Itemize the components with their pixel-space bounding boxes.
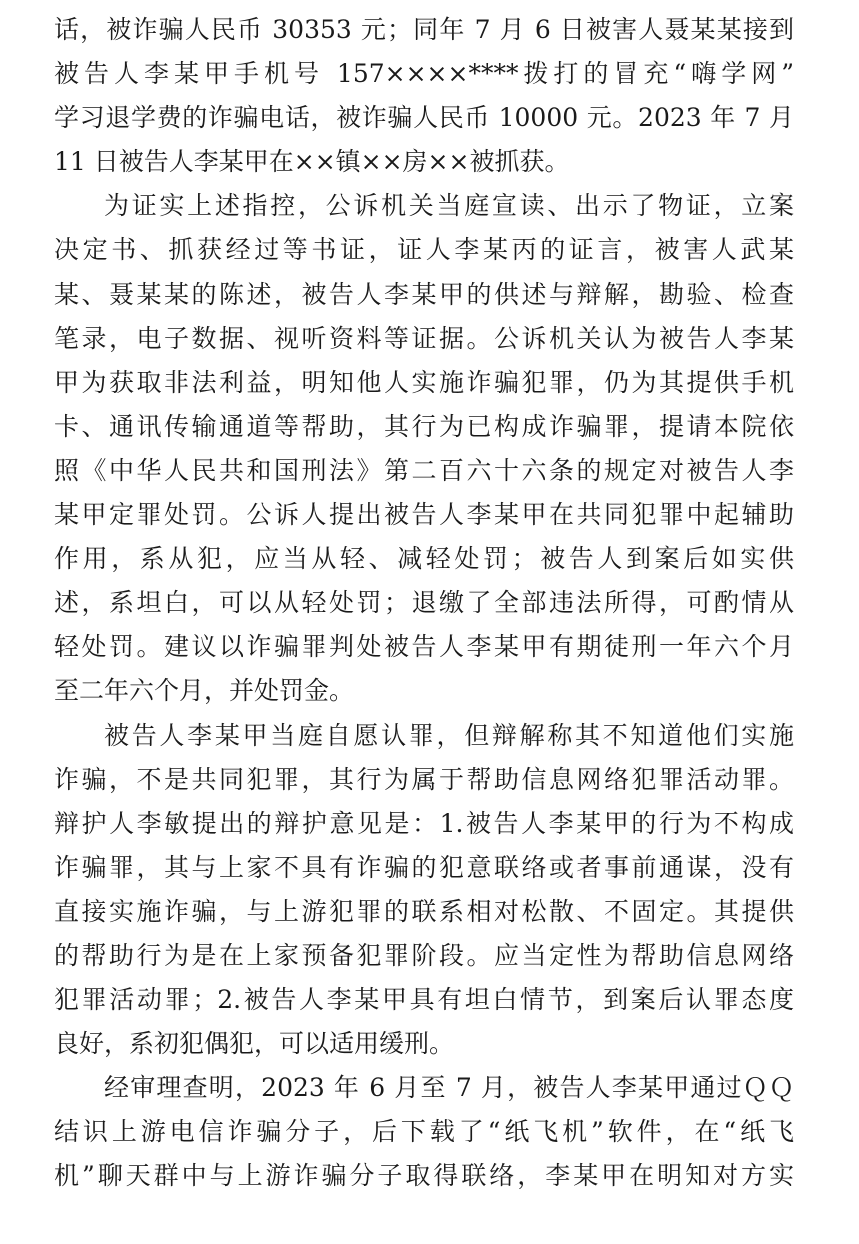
text-line: 某甲定罪处罚。公诉人提出被告人李某甲在共同犯罪中起辅助 bbox=[54, 500, 794, 530]
text-line: 至二年六个月，并处罚金。 bbox=[54, 676, 355, 706]
text-line: 学习退学费的诈骗电话，被诈骗人民币 10000 元。2023 年 7 月 bbox=[54, 103, 794, 133]
text-line: 11 日被告人李某甲在××镇××房××被抓获。 bbox=[54, 147, 570, 177]
text-line: 某、聂某某的陈述，被告人李某甲的供述与辩解，勘验、检查 bbox=[54, 279, 794, 309]
text-line: 卡、通讯传输通道等帮助，其行为已构成诈骗罪，提请本院依 bbox=[54, 411, 794, 441]
text-line: 结识上游电信诈骗分子，后下载了“纸飞机”软件，在“纸飞 bbox=[54, 1117, 794, 1147]
text-line: 决定书、抓获经过等书证，证人李某丙的证言，被害人武某 bbox=[54, 235, 794, 265]
paragraph-first-line: 被告人李某甲当庭自愿认罪，但辩解称其不知道他们实施 bbox=[104, 720, 794, 750]
document-body bbox=[54, 8, 794, 1199]
text-line: 轻处罚。建议以诈骗罪判处被告人李某甲有期徒刑一年六个月 bbox=[54, 632, 794, 662]
text-line: 辩护人李敏提出的辩护意见是：1.被告人李某甲的行为不构成 bbox=[54, 808, 794, 838]
text-line: 良好，系初犯偶犯，可以适用缓刑。 bbox=[54, 1029, 455, 1059]
paragraph-first-line: 为证实上述指控，公诉机关当庭宣读、出示了物证，立案 bbox=[104, 191, 794, 221]
text-line: 话，被诈骗人民币 30353 元；同年 7 月 6 日被害人聂某某接到 bbox=[54, 15, 794, 44]
text-line: 诈骗，不是共同犯罪，其行为属于帮助信息网络犯罪活动罪。 bbox=[54, 764, 794, 794]
text-line: 笔录，电子数据、视听资料等证据。公诉机关认为被告人李某 bbox=[54, 323, 794, 353]
text-line: 作用，系从犯，应当从轻、减轻处罚；被告人到案后如实供 bbox=[54, 544, 794, 574]
text-line: 机”聊天群中与上游诈骗分子取得联络，李某甲在明知对方实 bbox=[54, 1161, 794, 1191]
text-line: 犯罪活动罪；2.被告人李某甲具有坦白情节，到案后认罪态度 bbox=[54, 985, 794, 1015]
text-line: 的帮助行为是在上家预备犯罪阶段。应当定性为帮助信息网络 bbox=[54, 940, 794, 970]
text-line: 诈骗罪，其与上家不具有诈骗的犯意联络或者事前通谋，没有 bbox=[54, 852, 794, 882]
paragraph-first-line: 经审理查明，2023 年 6 月至 7 月，被告人李某甲通过ＱＱ bbox=[104, 1073, 794, 1103]
text-line: 直接实施诈骗，与上游犯罪的联系相对松散、不固定。其提供 bbox=[54, 896, 794, 926]
text-line: 被告人李某甲手机号 157××××****拨打的冒充“嗨学网” bbox=[54, 59, 794, 89]
text-line: 照《中华人民共和国刑法》第二百六十六条的规定对被告人李 bbox=[54, 455, 794, 485]
text-line: 甲为获取非法利益，明知他人实施诈骗犯罪，仍为其提供手机 bbox=[54, 367, 794, 397]
text-line: 述，系坦白，可以从轻处罚；退缴了全部违法所得，可酌情从 bbox=[54, 588, 794, 618]
